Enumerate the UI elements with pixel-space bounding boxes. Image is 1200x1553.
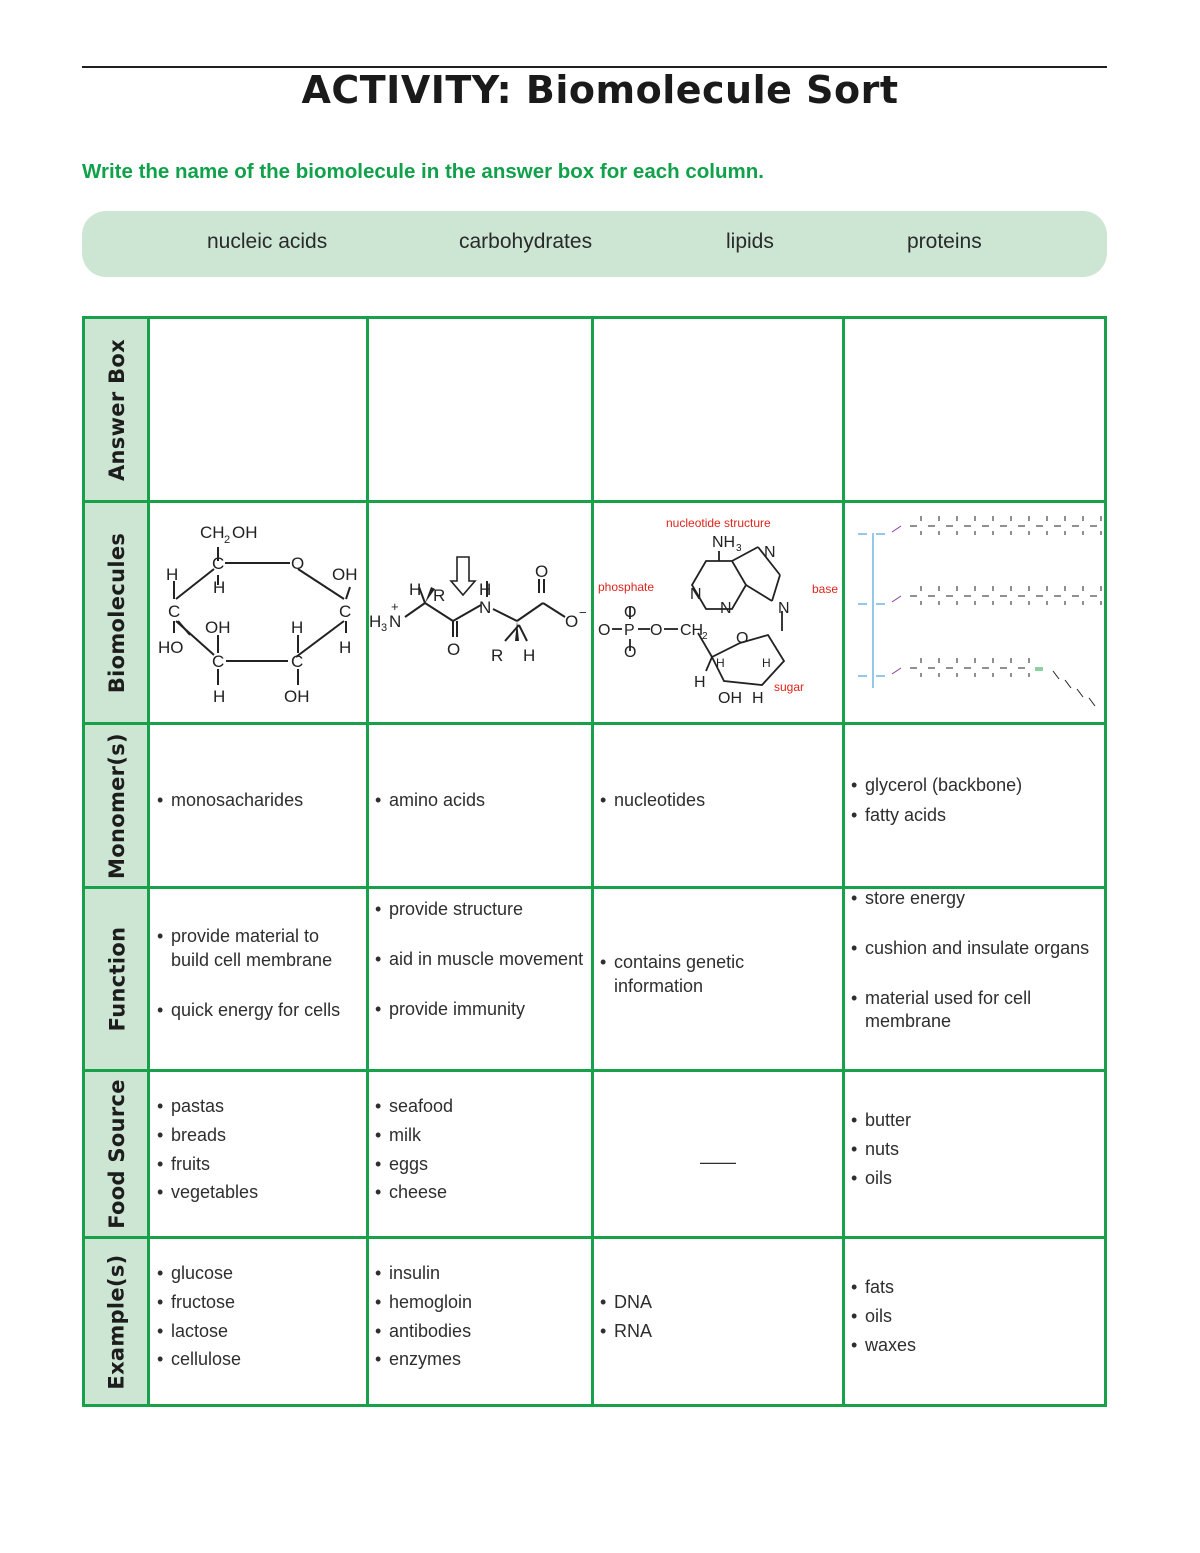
word-bank-item: carbohydrates (459, 230, 593, 253)
phosphate-label: phosphate (598, 580, 655, 594)
examples-cell-2 (375, 1262, 585, 1372)
bullet-item: • aid in muscle movement (375, 948, 585, 972)
bullet-item: • nuts (851, 1138, 1099, 1162)
bullet-list (375, 1262, 585, 1372)
bullet-item: • eggs (375, 1153, 585, 1177)
bullet-item: • cellulose (157, 1348, 362, 1372)
bullet-list (157, 789, 362, 813)
svg-text:H: H (339, 638, 352, 657)
row-label-monomers: Monomer(s) (105, 732, 130, 879)
svg-text:O: O (447, 640, 461, 659)
bullet-item: • cushion and insulate organs (851, 937, 1099, 961)
svg-text:H: H (752, 690, 764, 707)
svg-text:−: − (579, 605, 587, 620)
svg-text:CH: CH (680, 622, 704, 639)
bullet-list (375, 789, 585, 813)
svg-text:H: H (762, 656, 771, 670)
row-divider (85, 722, 1104, 725)
svg-text:O: O (624, 604, 637, 621)
svg-text:3: 3 (381, 622, 388, 634)
svg-text:OH: OH (332, 565, 358, 584)
function-cell-4 (851, 887, 1099, 1034)
row-label-food-source: Food Source (105, 1079, 130, 1229)
bullet-item: • provide material to build cell membrane (157, 925, 362, 973)
bullet-item: • milk (375, 1124, 585, 1148)
svg-text:H: H (409, 580, 422, 599)
svg-text:O: O (291, 554, 305, 573)
answer-box-1[interactable] (150, 319, 366, 500)
bullet-list (375, 898, 585, 1021)
bullet-list (851, 887, 1099, 1034)
bullet-list (157, 1262, 362, 1372)
word-bank-item: nucleic acids (207, 230, 328, 253)
svg-text:H: H (716, 656, 725, 670)
answer-box-4[interactable] (845, 319, 1104, 500)
bullet-item: • lactose (157, 1320, 362, 1344)
svg-text:C: C (168, 602, 181, 621)
monomers-cell-3 (600, 789, 836, 813)
page-title: ACTIVITY: Biomolecule Sort (301, 68, 899, 112)
bullet-list (157, 1095, 362, 1205)
word-bank (82, 211, 1107, 277)
instructions: Write the name of the biomolecule in the answer box for each column. (82, 160, 764, 183)
bullet-list (851, 1109, 1099, 1190)
bullet-item: • oils (851, 1305, 1099, 1329)
bullet-item: • fatty acids (851, 804, 1099, 828)
svg-text:OH: OH (205, 618, 231, 637)
bullet-item: • store energy (851, 887, 1099, 911)
svg-text:O: O (624, 644, 637, 661)
svg-text:O: O (598, 622, 611, 639)
food-source-cell-1 (157, 1095, 362, 1205)
bullet-item: • monosacharides (157, 789, 362, 813)
answer-box-2[interactable] (369, 319, 591, 500)
svg-text:N: N (720, 600, 732, 617)
svg-text:H: H (213, 687, 226, 706)
monomers-cell-2 (375, 789, 585, 813)
svg-text:O: O (736, 630, 749, 647)
bullet-item: • breads (157, 1124, 362, 1148)
svg-text:C: C (212, 652, 225, 671)
svg-text:C: C (212, 554, 225, 573)
peptide-structure (369, 503, 591, 722)
svg-text:N: N (479, 598, 492, 617)
bullet-item: • fruits (157, 1153, 362, 1177)
svg-text:CH: CH (200, 523, 225, 542)
bullet-list (375, 1095, 585, 1205)
examples-cell-4 (851, 1276, 1099, 1357)
bullet-item: • nucleotides (600, 789, 836, 813)
monomers-cell-1 (157, 789, 362, 813)
svg-text:H: H (369, 612, 382, 631)
svg-text:O: O (535, 562, 549, 581)
svg-text:H: H (291, 618, 304, 637)
food-source-cell-2 (375, 1095, 585, 1205)
bullet-item: • provide structure (375, 898, 585, 922)
nucleotide-title-label: nucleotide structure (666, 516, 771, 530)
bond (892, 526, 901, 532)
bullet-item: • hemogloin (375, 1291, 585, 1315)
row-label-function: Function (105, 926, 130, 1032)
bullet-item: • quick energy for cells (157, 999, 362, 1023)
answer-box-3[interactable] (594, 319, 842, 500)
bullet-item: • DNA (600, 1291, 836, 1315)
nucleotide-structure (594, 503, 842, 722)
bullet-item: • provide immunity (375, 998, 585, 1022)
svg-text:OH: OH (718, 690, 742, 707)
svg-text:P: P (624, 622, 635, 639)
bullet-list (851, 1276, 1099, 1357)
function-cell-1 (157, 925, 362, 1022)
monomers-cell-4 (851, 774, 1099, 828)
examples-cell-1 (157, 1262, 362, 1372)
svg-text:R: R (491, 646, 504, 665)
sort-table (82, 316, 1107, 1407)
bullet-item: • pastas (157, 1095, 362, 1119)
svg-text:C: C (339, 602, 352, 621)
bullet-item: • cheese (375, 1181, 585, 1205)
svg-text:N: N (690, 586, 702, 603)
bond (892, 668, 901, 674)
bullet-item: • RNA (600, 1320, 836, 1344)
svg-text:H: H (694, 674, 706, 691)
triglyceride-structure (845, 503, 1104, 722)
svg-text:N: N (764, 544, 776, 561)
bullet-item: • seafood (375, 1095, 585, 1119)
bullet-item: • contains genetic information (600, 951, 836, 999)
svg-text:2: 2 (702, 631, 708, 642)
row-label-biomolecules: Biomolecules (105, 532, 130, 693)
food-source-cell-3 (594, 1151, 842, 1175)
row-divider (85, 1069, 1104, 1072)
bullet-item: • enzymes (375, 1348, 585, 1372)
bullet-item: • antibodies (375, 1320, 585, 1344)
svg-text:HO: HO (158, 638, 184, 657)
row-label-answer-box: Answer Box (105, 338, 129, 481)
svg-text:NH: NH (712, 534, 736, 551)
svg-text:3: 3 (736, 543, 742, 554)
bullet-list (157, 925, 362, 1022)
bullet-item: • glucose (157, 1262, 362, 1286)
function-cell-2 (375, 898, 585, 1021)
svg-text:+: + (391, 599, 399, 614)
base-label: base (812, 582, 839, 596)
svg-text:H: H (213, 578, 226, 597)
function-cell-3 (600, 951, 836, 999)
bullet-item: • butter (851, 1109, 1099, 1133)
blank-line: —— (700, 1152, 736, 1172)
bullet-item: • insulin (375, 1262, 585, 1286)
bullet-item: • amino acids (375, 789, 585, 813)
bullet-list (600, 951, 836, 999)
bond (1077, 689, 1083, 697)
svg-text:C: C (291, 652, 304, 671)
svg-text:H: H (479, 580, 492, 599)
svg-text:N: N (778, 600, 790, 617)
bullet-item: • fructose (157, 1291, 362, 1315)
word-bank-item: lipids (726, 230, 774, 253)
bullet-list (600, 1291, 836, 1344)
bullet-list (600, 789, 836, 813)
bond (892, 596, 901, 602)
bond (1053, 671, 1059, 679)
examples-cell-3 (600, 1291, 836, 1344)
bullet-item: • fats (851, 1276, 1099, 1300)
food-source-cell-4 (851, 1109, 1099, 1190)
bullet-item: • vegetables (157, 1181, 362, 1205)
glucose-structure (150, 503, 366, 722)
bullet-item: • material used for cell membrane (851, 987, 1099, 1035)
row-divider (85, 1236, 1104, 1239)
row-label-examples: Example(s) (105, 1253, 129, 1390)
svg-text:N: N (389, 612, 402, 631)
bullet-list (851, 774, 1099, 828)
svg-text:2: 2 (224, 534, 231, 546)
svg-text:O: O (565, 612, 579, 631)
word-bank-item: proteins (907, 230, 982, 253)
svg-text:OH: OH (232, 523, 258, 542)
svg-text:OH: OH (284, 687, 310, 706)
bond (1089, 698, 1095, 706)
bond (1065, 680, 1071, 688)
bullet-item: • waxes (851, 1334, 1099, 1358)
svg-text:H: H (523, 646, 536, 665)
sugar-label: sugar (774, 680, 805, 694)
svg-text:R: R (433, 586, 446, 605)
bullet-item: • oils (851, 1167, 1099, 1191)
bullet-item: • glycerol (backbone) (851, 774, 1099, 798)
svg-text:H: H (166, 565, 179, 584)
svg-text:O: O (650, 622, 663, 639)
